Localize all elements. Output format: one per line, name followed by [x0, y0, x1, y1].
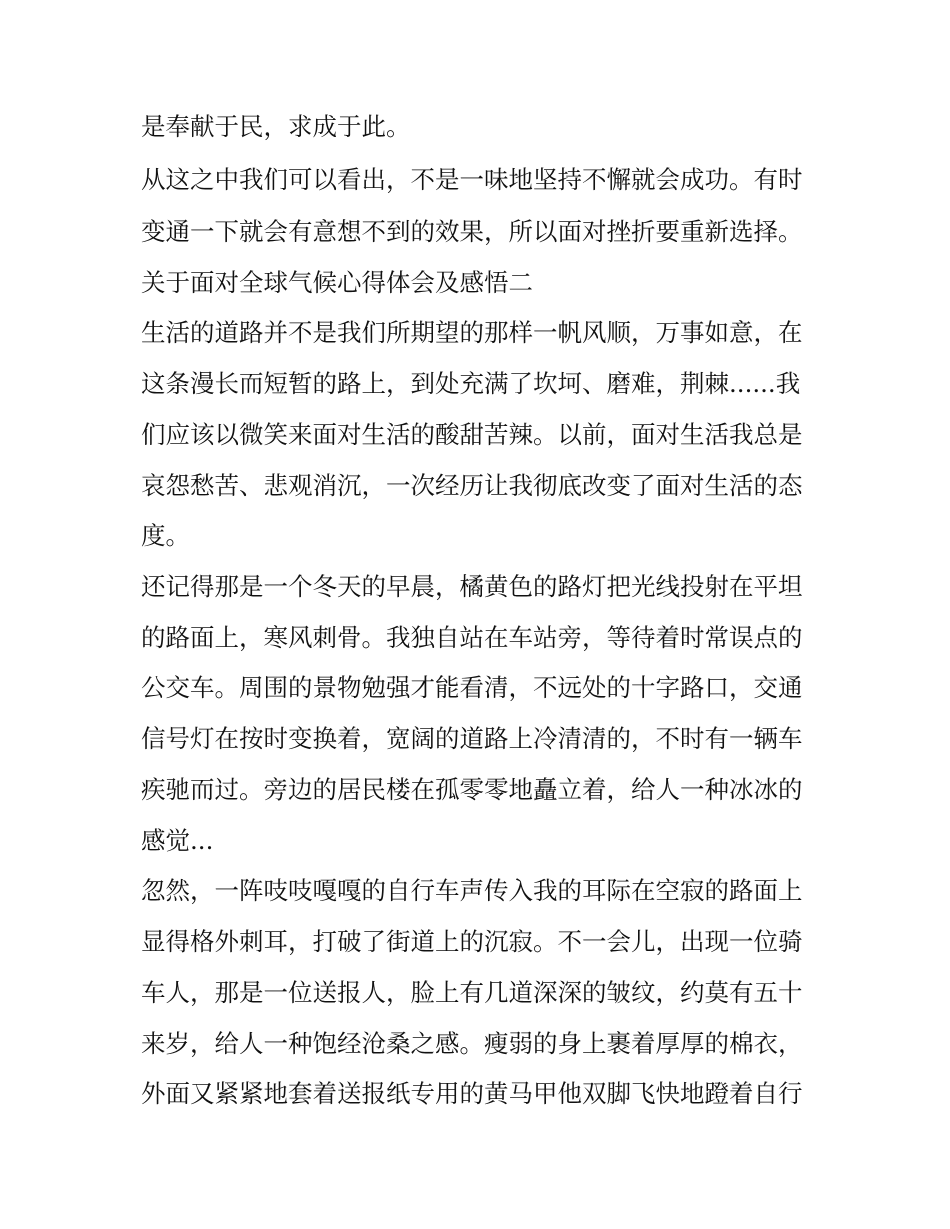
text-line: 信号灯在按时变换着，宽阔的道路上冷清清的，不时有一辆车 — [141, 724, 803, 753]
text-line: 们应该以微笑来面对生活的酸甜苦辣。以前，面对生活我总是 — [141, 420, 803, 449]
text-line: 显得格外刺耳，打破了街道上的沉寂。不一会儿，出现一位骑 — [141, 927, 803, 956]
text-line: 来岁，给人一种饱经沧桑之感。瘦弱的身上裹着厚厚的棉衣， — [141, 1029, 803, 1058]
text-line: 忽然，一阵吱吱嘎嘎的自行车声传入我的耳际在空寂的路面上 — [141, 876, 803, 905]
text-line: 感觉... — [141, 826, 214, 855]
text-line: 公交车。周围的景物勉强才能看清，不远处的十字路口，交通 — [141, 673, 803, 702]
text-line: 疾驰而过。旁边的居民楼在孤零零地矗立着，给人一种冰冰的 — [141, 775, 803, 804]
text-line: 度。 — [141, 521, 190, 550]
text-line: 外面又紧紧地套着送报纸专用的黄马甲他双脚飞快地蹬着自行 — [141, 1079, 803, 1108]
text-line: 车人，那是一位送报人，脸上有几道深深的皱纹，约莫有五十 — [141, 978, 803, 1007]
text-line: 是奉献于民，求成于此。 — [141, 112, 411, 141]
text-line: 这条漫长而短暂的路上，到处充满了坎坷、磨难，荆棘......我 — [141, 369, 801, 398]
text-line: 哀怨愁苦、悲观消沉，一次经历让我彻底改变了面对生活的态 — [141, 471, 803, 500]
text-line: 从这之中我们可以看出，不是一味地坚持不懈就会成功。有时 — [141, 165, 803, 194]
text-line: 的路面上，寒风刺骨。我独自站在车站旁，等待着时常误点的 — [141, 623, 803, 652]
text-line: 还记得那是一个冬天的早晨，橘黄色的路灯把光线投射在平坦 — [141, 572, 803, 601]
text-line: 变通一下就会有意想不到的效果，所以面对挫折要重新选择。 — [141, 217, 803, 246]
section-heading: 关于面对全球气候心得体会及感悟二 — [141, 268, 533, 297]
text-line: 生活的道路并不是我们所期望的那样一帆风顺，万事如意，在 — [141, 318, 803, 347]
